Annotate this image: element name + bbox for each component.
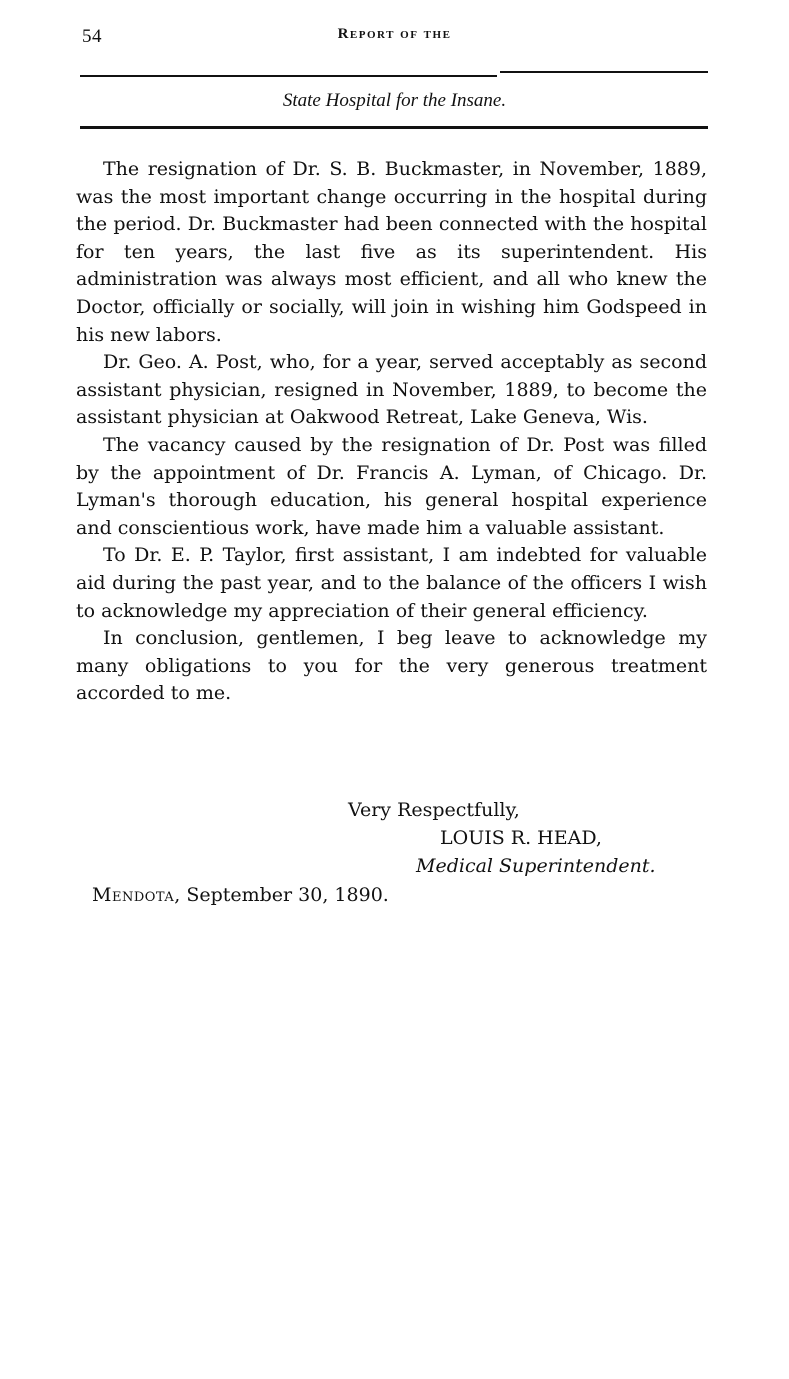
page-number: 54 — [82, 26, 102, 47]
report-body — [76, 156, 707, 708]
paragraph-post: Dr. Geo. A. Post, who, for a year, served acceptably as second assistant physician, resigned in November, 1889, to become the assistant physician at Oakwood Retreat, Lake Geneva, Wis. — [76, 351, 707, 429]
header-rule-left — [80, 75, 497, 77]
paragraph-conclusion: In conclusion, gentlemen, I beg leave to acknowledge my many obligations to you for the very generous treatment accorded to me. — [76, 627, 707, 705]
paragraph-taylor: To Dr. E. P. Taylor, first assistant, I am indebted for valuable aid during the past year, and to the balance of the officers I wish to acknowledge my appreciation of their general efficiency. — [76, 544, 707, 622]
section-subtitle: State Hospital for the Insane. — [282, 90, 507, 111]
header-rule-right — [500, 71, 708, 73]
paragraph-buckmaster: The resignation of Dr. S. B. Buckmaster, in November, 1889, was the most important change occurring in the hospital during the period. Dr. Buckmaster had been connected with the hospital for ten years, the last five as its superintendent. His administration was always most efficient, and all who knew the Doctor, officially or socially, will join in wishing him Godspeed in his new labors. — [76, 158, 707, 346]
signer-title: Medical Superintendent. — [416, 855, 656, 877]
closing-salutation: Very Respectfully, — [348, 799, 520, 821]
header-rule-bottom — [80, 126, 708, 129]
date-text: , September 30, 1890. — [174, 884, 389, 906]
running-head: Report of the — [337, 26, 452, 42]
signer-name: LOUIS R. HEAD, — [440, 827, 602, 849]
paragraph-lyman: The vacancy caused by the resignation of Dr. Post was filled by the appointment of Dr. Francis A. Lyman, of Chicago. Dr. Lyman's thorough education, his general hospital experience and conscientious work, have made him a valuable assistant. — [76, 433, 707, 539]
place-date-line — [92, 882, 389, 910]
place-name: Mendota — [92, 884, 175, 906]
